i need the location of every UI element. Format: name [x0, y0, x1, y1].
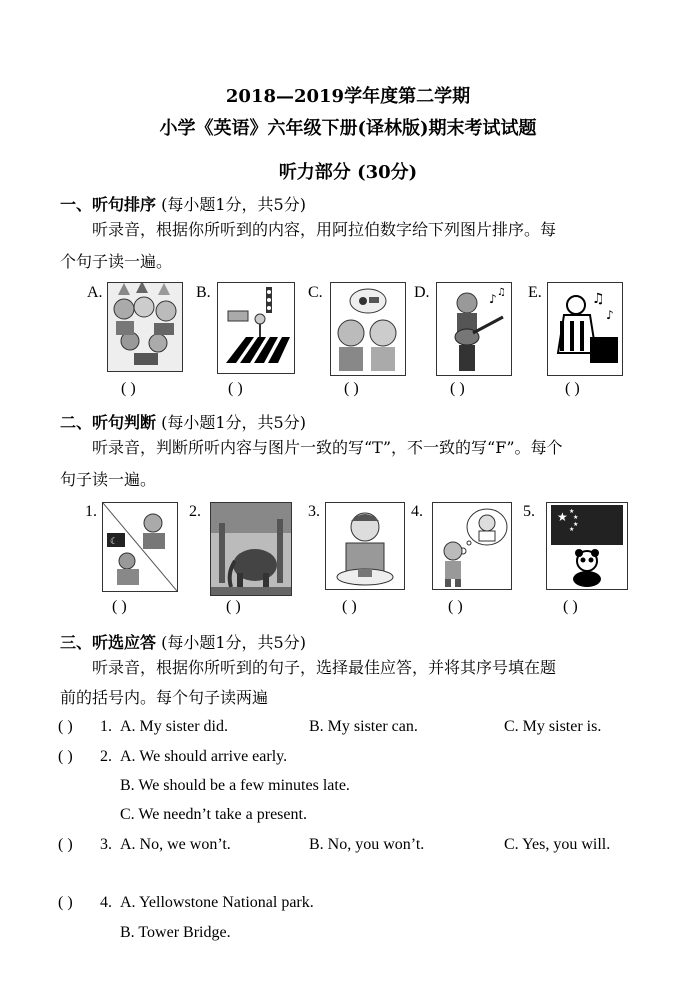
picture-label-4: 4. [411, 503, 423, 520]
sick-boy-doctor-picture [432, 502, 512, 590]
q2-option-a: A. We should arrive early. [120, 748, 288, 765]
section1-note: (每小题1分，共5分) [161, 195, 306, 214]
q1-number: 1. [100, 718, 112, 735]
day-night-split-picture [102, 502, 178, 592]
answer-blank-4[interactable]: ( ) [448, 598, 463, 615]
q2-option-c: C. We needn’t take a present. [120, 806, 307, 823]
section2-title: 二、听句判断 [60, 413, 157, 432]
answer-blank-a[interactable]: ( ) [121, 380, 136, 397]
two-boys-talking-picture [330, 282, 406, 376]
q4-option-b: B. Tower Bridge. [120, 924, 231, 941]
exam-year-title: 2018—2019学年度第二学期 [225, 86, 471, 107]
crosswalk-picture [217, 282, 295, 374]
man-eating-picture [325, 502, 405, 590]
q3-answer-blank[interactable]: ( ) [58, 836, 73, 853]
answer-blank-d[interactable]: ( ) [450, 380, 465, 397]
q2-answer-blank[interactable]: ( ) [58, 748, 73, 765]
section3-instruction-line2: 前的括号内。每个句子读两遍 [60, 688, 269, 707]
q3-option-b: B. No, you won’t. [309, 836, 425, 853]
q3-option-c: C. Yes, you will. [504, 836, 611, 853]
picture-label-c: C. [308, 284, 323, 301]
svg-text:♫: ♫ [497, 287, 506, 298]
section3-instruction-line1: 听录音，根据你所听到的句子，选择最佳应答，并将其序号填在题 [92, 658, 557, 677]
section3-note: (每小题1分，共5分) [161, 633, 306, 652]
svg-text:★: ★ [573, 514, 579, 521]
svg-text:☾: ☾ [110, 537, 119, 547]
svg-text:♪: ♪ [606, 308, 614, 322]
elephant-in-forest-picture [210, 502, 292, 596]
picture-label-2: 2. [189, 503, 201, 520]
svg-text:★: ★ [557, 510, 568, 524]
svg-text:♫: ♫ [592, 291, 605, 307]
answer-blank-c[interactable]: ( ) [344, 380, 359, 397]
svg-text:★: ★ [569, 526, 575, 533]
piano-player-picture [547, 282, 623, 376]
picture-label-1: 1. [85, 503, 97, 520]
answer-blank-e[interactable]: ( ) [565, 380, 580, 397]
section2-note: (每小题1分，共5分) [161, 413, 306, 432]
section1-instruction-line2: 个句子读一遍。 [60, 252, 173, 271]
picture-label-d: D. [414, 284, 430, 301]
guitar-player-picture [436, 282, 512, 376]
picture-label-3: 3. [308, 503, 320, 520]
svg-text:★: ★ [573, 521, 579, 528]
picture-label-e: E. [528, 284, 542, 301]
exam-subject-title: 小学《英语》六年级下册(译林版)期末考试试题 [159, 118, 537, 139]
picture-label-a: A. [87, 284, 103, 301]
svg-text:★: ★ [569, 508, 575, 515]
section2-heading [60, 410, 306, 433]
q3-number: 3. [100, 836, 112, 853]
q4-answer-blank[interactable]: ( ) [58, 894, 73, 911]
answer-blank-1[interactable]: ( ) [112, 598, 127, 615]
section2-instruction-line2: 句子读一遍。 [60, 470, 157, 489]
q1-option-a: A. My sister did. [120, 718, 228, 735]
q1-option-b: B. My sister can. [309, 718, 418, 735]
section1-instruction-line1: 听录音，根据你所听到的内容，用阿拉伯数字给下列图片排序。每 [92, 220, 557, 239]
answer-blank-b[interactable]: ( ) [228, 380, 243, 397]
listening-part-title: 听力部分 (30分) [278, 162, 418, 183]
q1-option-c: C. My sister is. [504, 718, 602, 735]
q3-option-a: A. No, we won’t. [120, 836, 231, 853]
section1-title: 一、听句排序 [60, 195, 157, 214]
china-flag-panda-picture [546, 502, 628, 590]
section3-heading [60, 630, 306, 653]
picture-label-b: B. [196, 284, 211, 301]
section3-title: 三、听选应答 [60, 633, 157, 652]
section2-instruction-line1: 听录音，判断所听内容与图片一致的写“T”，不一致的写“F”。每个 [92, 438, 563, 457]
answer-blank-3[interactable]: ( ) [342, 598, 357, 615]
q2-number: 2. [100, 748, 112, 765]
svg-text:♪: ♪ [489, 292, 497, 306]
answer-blank-5[interactable]: ( ) [563, 598, 578, 615]
q4-number: 4. [100, 894, 112, 911]
q4-option-a: A. Yellowstone National park. [120, 894, 314, 911]
q1-answer-blank[interactable]: ( ) [58, 718, 73, 735]
q2-option-b: B. We should be a few minutes late. [120, 777, 350, 794]
section1-heading [60, 192, 306, 215]
party-children-picture [107, 282, 183, 372]
answer-blank-2[interactable]: ( ) [226, 598, 241, 615]
picture-label-5: 5. [523, 503, 535, 520]
